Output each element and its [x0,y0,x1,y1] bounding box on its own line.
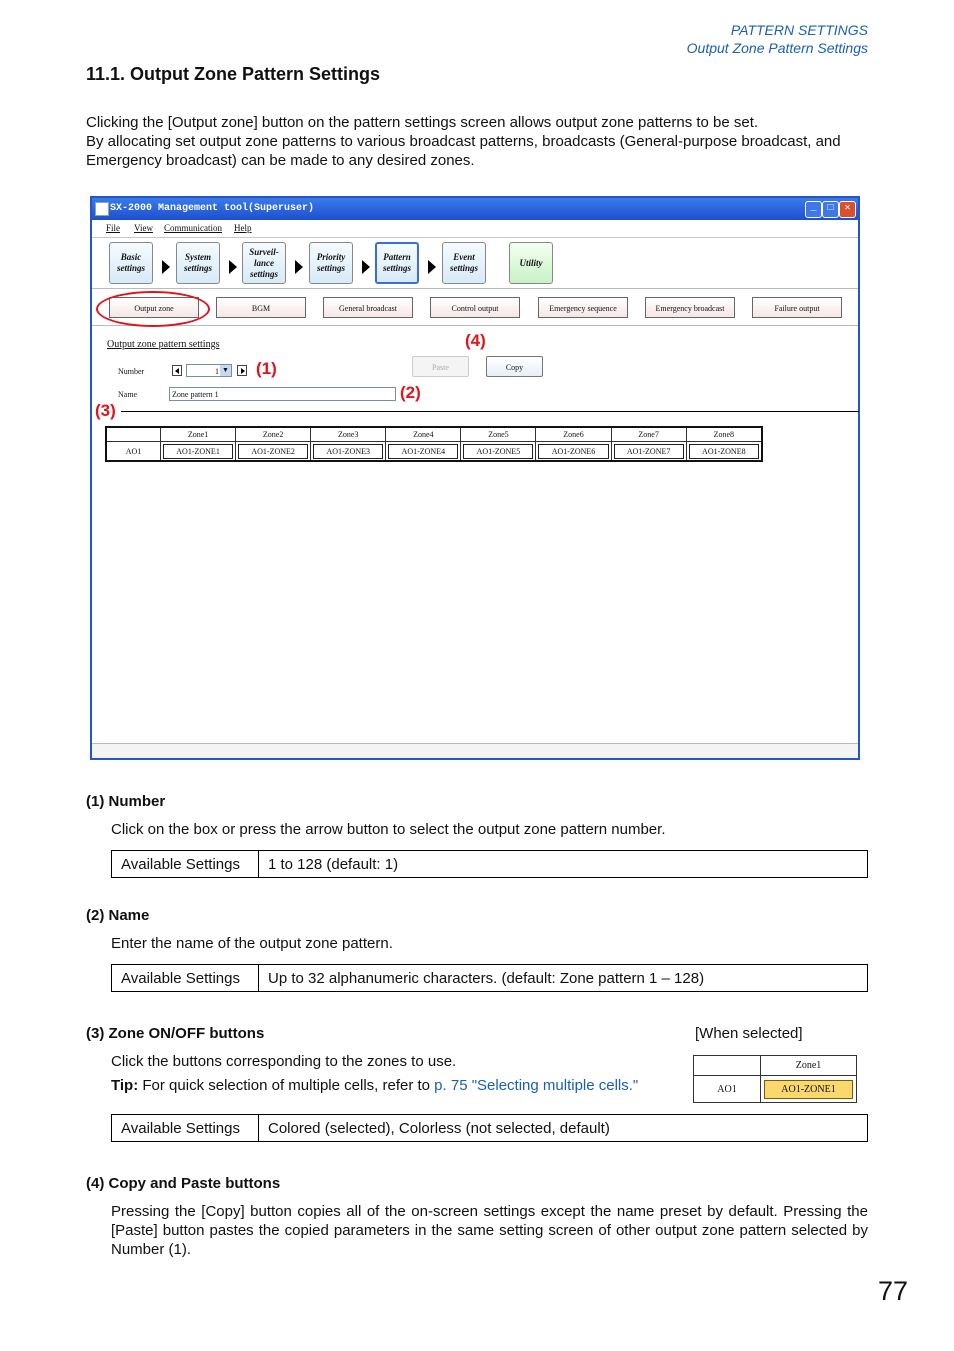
zone-header: Zone3 [311,427,386,442]
running-header-subsection: Output Zone Pattern Settings [686,40,868,56]
nav-pattern-settings[interactable]: Pattern settings [375,242,419,284]
zone-header: Zone1 [761,1056,857,1076]
zone-header: Zone4 [386,427,461,442]
tip-label: Tip: [111,1077,139,1094]
nav-basic-settings[interactable]: Basic settings [109,242,153,284]
zone-header: Zone2 [236,427,311,442]
callout-2: (2) [400,383,421,402]
nav-system-settings[interactable]: System settings [176,242,220,284]
settings-value: 1 to 128 (default: 1) [259,851,868,878]
arrow-right-icon [428,260,436,274]
zone-cell [461,442,536,462]
number-value: 1 [215,367,219,376]
next-arrow-icon[interactable] [237,365,247,376]
when-selected-label: [When selected] [695,1025,803,1042]
close-icon[interactable]: ✕ [839,201,856,218]
menu-communication[interactable]: Communication [164,223,222,233]
zone-header: Zone7 [611,427,686,442]
settings-value: Colored (selected), Colorless (not selected, default) [259,1115,868,1142]
number-select[interactable] [186,364,232,377]
chevron-down-icon: ▼ [220,365,231,376]
arrow-right-icon [229,260,237,274]
name-settings-table [111,964,868,992]
menu-view[interactable]: View [134,223,153,233]
zone-tip [111,1076,638,1095]
arrow-right-icon [162,260,170,274]
zone-header: Zone8 [686,427,762,442]
intro-text [86,113,868,170]
row-label: AO1 [106,442,161,462]
tab-bgm[interactable]: BGM [216,297,306,318]
tab-general-broadcast[interactable]: General broadcast [323,297,413,318]
app-window-screenshot [90,196,860,760]
zone-button-7[interactable]: AO1-ZONE7 [614,444,684,459]
running-header-section: PATTERN SETTINGS [730,22,868,38]
menu-file[interactable]: File [106,223,121,233]
settings-value: Up to 32 alphanumeric characters. (default: Zone pattern 1 – 128) [259,965,868,992]
tab-emergency-broadcast[interactable]: Emergency broadcast [645,297,735,318]
tab-control-output[interactable]: Control output [430,297,520,318]
grid-corner-cell [694,1056,761,1076]
name-input[interactable]: Zone pattern 1 [169,387,396,401]
tab-output-zone[interactable]: Output zone [109,297,199,318]
window-title-bar [92,198,858,220]
status-bar [92,743,858,758]
window-title: SX-2000 Management tool(Superuser) [110,203,315,214]
section-title: Output zone pattern settings [107,339,220,350]
number-label: Number [118,367,145,376]
arrow-right-icon [295,260,303,274]
callout-3-line [121,411,859,412]
copy-button[interactable]: Copy [486,356,543,377]
paste-button[interactable]: Paste [412,356,469,377]
zone-grid [105,426,763,462]
copy-heading: (4) Copy and Paste buttons [86,1175,281,1192]
zone-button-selected[interactable]: AO1-ZONE1 [764,1080,853,1099]
zone-cell [161,442,236,462]
number-text: Click on the box or press the arrow button to select the output zone pattern number. [111,821,666,838]
zone-text: Click the buttons corresponding to the zones to use. [111,1053,457,1070]
previous-arrow-icon[interactable] [172,365,182,376]
name-label: Name [118,390,138,399]
row-label: AO1 [694,1076,761,1103]
copy-text: Pressing the [Copy] button copies all of the on-screen settings except the name preset by default. Pressing the [Paste] button pastes the copied parameters in the same setting screen of other output zone pattern selected by Number (1). [111,1203,868,1258]
zone-header: Zone5 [461,427,536,442]
maximize-icon[interactable]: □ [822,201,839,218]
arrow-right-icon [362,260,370,274]
zone-button-6[interactable]: AO1-ZONE6 [538,444,608,459]
zone-cell [536,442,611,462]
name-heading: (2) Name [86,907,150,924]
highlight-ring [96,291,210,327]
zone-cell [236,442,311,462]
settings-nav-bar [92,238,858,289]
zone-cell [611,442,686,462]
zone-cell [311,442,386,462]
zone-cell [761,1076,857,1103]
zone-button-8[interactable]: AO1-ZONE8 [689,444,759,459]
grid-corner-cell [106,427,161,442]
zone-button-2[interactable]: AO1-ZONE2 [238,444,308,459]
callout-3: (3) [95,401,116,420]
menu-help[interactable]: Help [234,223,252,233]
zone-header: Zone6 [536,427,611,442]
zone-cell [686,442,762,462]
page-title: 11.1. Output Zone Pattern Settings [86,64,381,84]
tip-link[interactable]: p. 75 "Selecting multiple cells." [434,1077,639,1094]
app-icon [95,202,109,216]
nav-surveillance-settings[interactable]: Surveil-lance settings [242,242,286,284]
callout-4: (4) [465,331,486,350]
zone-button-1[interactable]: AO1-ZONE1 [163,444,233,459]
nav-utility[interactable]: Utility [509,242,553,284]
nav-event-settings[interactable]: Event settings [442,242,486,284]
selected-zone-example [693,1055,857,1103]
intro-line-2: By allocating set output zone patterns to various broadcast patterns, broadcasts (General-purpose broadcast, and Emergency broadcast) can be made to any desired zones. [86,133,841,169]
zone-button-3[interactable]: AO1-ZONE3 [313,444,383,459]
zone-header: Zone1 [161,427,236,442]
intro-line-1: Clicking the [Output zone] button on the pattern settings screen allows output zone patterns to be set. [86,114,759,131]
number-heading: (1) Number [86,793,166,810]
minimize-icon[interactable]: _ [805,201,822,218]
menu-bar [92,220,858,238]
settings-key: Available Settings [112,1115,259,1142]
tab-failure-output[interactable]: Failure output [752,297,842,318]
zone-heading: (3) Zone ON/OFF buttons [86,1025,265,1042]
name-text: Enter the name of the output zone pattern. [111,935,393,952]
zone-button-4[interactable]: AO1-ZONE4 [388,444,458,459]
number-settings-table [111,850,868,878]
callout-1: (1) [256,359,277,378]
tip-text: For quick selection of multiple cells, refer to [138,1077,435,1094]
zone-button-5[interactable]: AO1-ZONE5 [463,444,533,459]
zone-cell [386,442,461,462]
nav-priority-settings[interactable]: Priority settings [309,242,353,284]
zone-settings-table [111,1114,868,1142]
tab-emergency-sequence[interactable]: Emergency sequence [538,297,628,318]
page-number: 77 [877,1276,908,1306]
settings-key: Available Settings [112,851,259,878]
settings-key: Available Settings [112,965,259,992]
